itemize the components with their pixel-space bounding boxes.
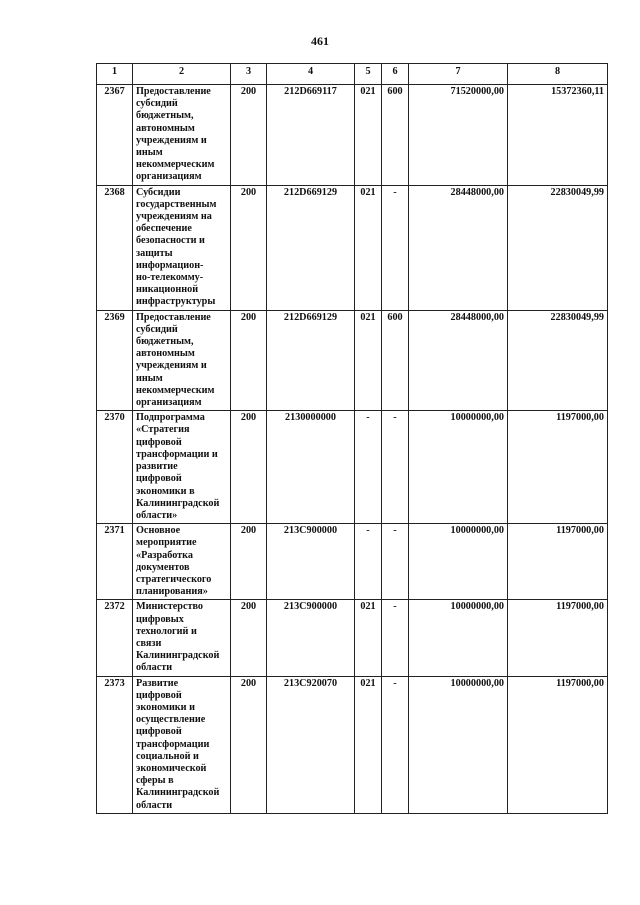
item-name-line: иным [136, 147, 163, 159]
item-name-line: учреждениям и [136, 360, 207, 372]
executed-amount-cell: 1197000,00 [508, 676, 608, 813]
ministry-code-cell: 021 [355, 185, 382, 310]
item-name-line: мероприятие [136, 537, 197, 549]
item-name-line: области» [136, 509, 178, 521]
expense-type-cell: - [382, 185, 409, 310]
item-name-line: технологий и [136, 625, 197, 637]
header-cell-2: 2 [133, 64, 231, 85]
item-name-line: социальной и [136, 750, 199, 762]
row-number-cell: 2370 [97, 411, 133, 524]
executed-amount-cell: 1197000,00 [508, 600, 608, 676]
item-name-line: экономики и [136, 701, 195, 713]
item-name-line: экономической [136, 762, 207, 774]
item-name-line: планирования» [136, 586, 208, 598]
expense-type-cell: - [382, 411, 409, 524]
planned-amount-cell: 28448000,00 [409, 185, 508, 310]
item-name-line: Предоставление [136, 86, 211, 97]
header-cell-7: 7 [409, 64, 508, 85]
header-cell-8: 8 [508, 64, 608, 85]
executed-amount-cell: 1197000,00 [508, 524, 608, 600]
target-article-cell: 2130000000 [267, 411, 355, 524]
executed-amount-cell: 15372360,11 [508, 85, 608, 186]
item-name-line: цифровой [136, 436, 182, 448]
table-row [97, 524, 608, 600]
item-name-line: некоммерческим [136, 159, 215, 171]
item-name-line: но-телекомму- [136, 272, 204, 284]
row-number-cell: 2369 [97, 310, 133, 411]
item-name-line: трансформации [136, 738, 210, 750]
executed-amount-cell: 22830049,99 [508, 185, 608, 310]
row-number-cell: 2367 [97, 85, 133, 186]
code-section-cell: 200 [231, 411, 267, 524]
item-name-line: «Разработка [136, 549, 193, 561]
item-name-line: области [136, 662, 173, 674]
item-name-line: автономным [136, 122, 195, 134]
item-name-line: цифровой [136, 689, 182, 701]
item-name-line: Калининградской [136, 497, 220, 509]
planned-amount-cell: 10000000,00 [409, 524, 508, 600]
target-article-cell: 212D669129 [267, 185, 355, 310]
code-section-cell: 200 [231, 676, 267, 813]
expense-type-cell: 600 [382, 310, 409, 411]
item-name-line: Развитие [136, 677, 179, 689]
table-row [97, 411, 608, 524]
item-name-line: иным [136, 372, 163, 384]
item-name-line: «Стратегия [136, 424, 190, 436]
header-cell-1: 1 [97, 64, 133, 85]
item-name-line: цифровых [136, 613, 184, 625]
item-name-line: государственным [136, 198, 217, 210]
code-section-cell: 200 [231, 310, 267, 411]
item-name-line: Предоставление [136, 311, 211, 323]
item-name-cell [133, 85, 231, 186]
item-name-line: цифровой [136, 726, 182, 738]
target-article-cell: 212D669129 [267, 310, 355, 411]
ministry-code-cell: 021 [355, 310, 382, 411]
ministry-code-cell: 021 [355, 600, 382, 676]
table-row [97, 676, 608, 813]
item-name-line: некоммерческим [136, 384, 215, 396]
ministry-code-cell: - [355, 411, 382, 524]
item-name-line: Подпрограмма [136, 412, 205, 424]
item-name-line: стратегического [136, 573, 212, 585]
planned-amount-cell: 28448000,00 [409, 310, 508, 411]
item-name-cell [133, 411, 231, 524]
ministry-code-cell: - [355, 524, 382, 600]
row-number-cell: 2368 [97, 185, 133, 310]
expense-type-cell: - [382, 600, 409, 676]
item-name-line: безопасности и [136, 235, 205, 247]
item-name-cell [133, 185, 231, 310]
item-name-line: области [136, 799, 173, 811]
table-row [97, 185, 608, 310]
row-number-cell: 2371 [97, 524, 133, 600]
item-name-line: защиты [136, 247, 173, 259]
item-name-line: Субсидии [136, 186, 181, 198]
header-cell-5: 5 [355, 64, 382, 85]
target-article-cell: 212D669117 [267, 85, 355, 186]
item-name-line: трансформации и [136, 448, 218, 460]
page-number: 461 [311, 34, 329, 48]
target-article-cell: 213C920070 [267, 676, 355, 813]
item-name-line: никационной [136, 284, 199, 296]
item-name-line: учреждениям на [136, 211, 212, 223]
planned-amount-cell: 10000000,00 [409, 600, 508, 676]
code-section-cell: 200 [231, 600, 267, 676]
table-body [97, 85, 608, 814]
item-name-line: Основное [136, 525, 181, 537]
item-name-line: Калининградской [136, 650, 220, 662]
header-cell-4: 4 [267, 64, 355, 85]
item-name-line: Министерство [136, 601, 203, 613]
item-name-cell [133, 524, 231, 600]
planned-amount-cell: 10000000,00 [409, 676, 508, 813]
item-name-line: организациям [136, 397, 202, 409]
expense-type-cell: - [382, 676, 409, 813]
header-cell-3: 3 [231, 64, 267, 85]
item-name-line: документов [136, 561, 190, 573]
table-row [97, 310, 608, 411]
item-name-line: цифровой [136, 473, 182, 485]
row-number-cell: 2373 [97, 676, 133, 813]
item-name-line: сферы в [136, 775, 174, 787]
item-name-line: развитие [136, 461, 178, 473]
item-name-cell [133, 600, 231, 676]
item-name-line: учреждениям и [136, 134, 207, 146]
item-name-line: информацион- [136, 259, 204, 271]
item-name-line: экономики в [136, 485, 195, 497]
item-name-line: субсидий [136, 98, 178, 110]
target-article-cell: 213C900000 [267, 600, 355, 676]
executed-amount-cell: 22830049,99 [508, 310, 608, 411]
budget-table [96, 63, 608, 814]
item-name-cell [133, 310, 231, 411]
item-name-line: осуществление [136, 714, 206, 726]
code-section-cell: 200 [231, 185, 267, 310]
expense-type-cell: 600 [382, 85, 409, 186]
item-name-line: бюджетным, [136, 110, 194, 122]
item-name-line: связи [136, 637, 162, 649]
item-name-line: обеспечение [136, 223, 192, 235]
ministry-code-cell: 021 [355, 676, 382, 813]
target-article-cell: 213C900000 [267, 524, 355, 600]
item-name-line: инфраструктуры [136, 296, 216, 308]
code-section-cell: 200 [231, 524, 267, 600]
item-name-line: Калининградской [136, 787, 220, 799]
expense-type-cell: - [382, 524, 409, 600]
table-row [97, 85, 608, 186]
executed-amount-cell: 1197000,00 [508, 411, 608, 524]
table-row [97, 600, 608, 676]
ministry-code-cell: 021 [355, 85, 382, 186]
item-name-line: организациям [136, 171, 202, 183]
planned-amount-cell: 10000000,00 [409, 411, 508, 524]
row-number-cell: 2372 [97, 600, 133, 676]
code-section-cell: 200 [231, 85, 267, 186]
planned-amount-cell: 71520000,00 [409, 85, 508, 186]
header-cell-6: 6 [382, 64, 409, 85]
item-name-line: бюджетным, [136, 336, 194, 348]
item-name-cell [133, 676, 231, 813]
item-name-line: автономным [136, 348, 195, 360]
item-name-line: субсидий [136, 323, 178, 335]
header-row [97, 64, 608, 85]
